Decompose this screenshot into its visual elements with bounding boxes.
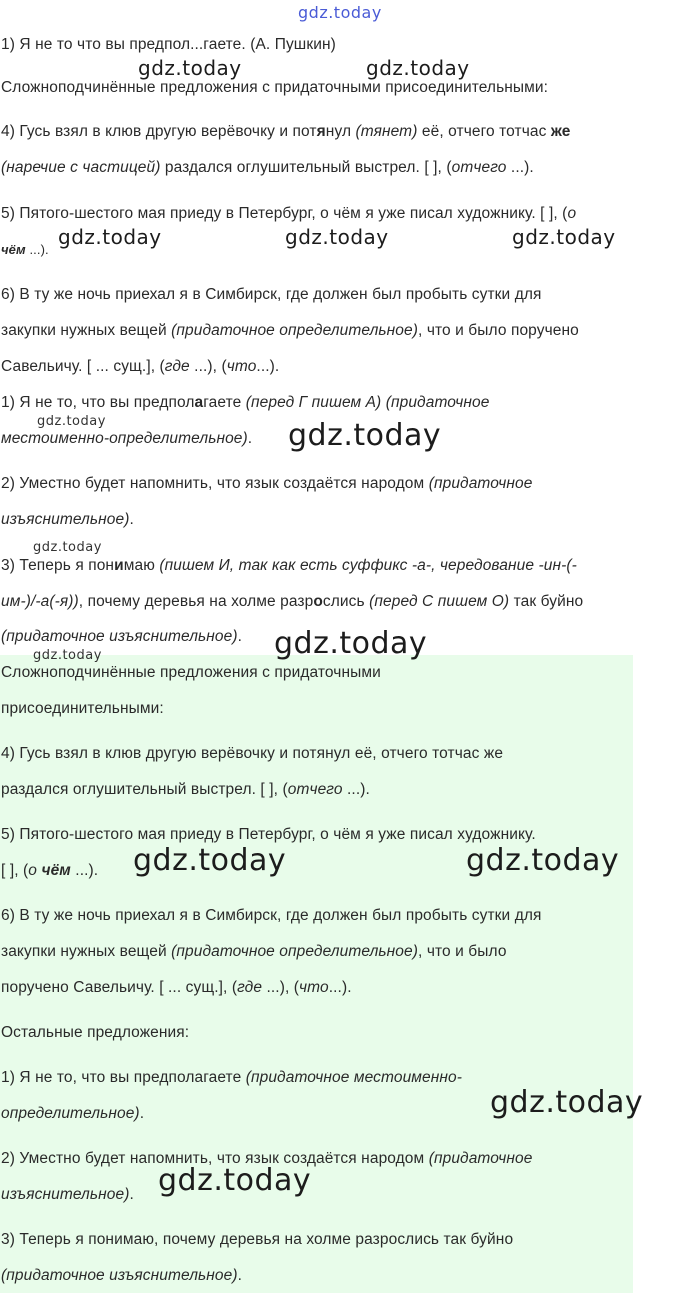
text-line: закупки нужных вещей (придаточное определительное), что и было поручено: [1, 322, 579, 339]
text-line: изъяснительное).: [1, 1186, 134, 1203]
text-line: 5) Пятого-шестого мая приеду в Петербург, о чём я уже писал художнику. [ ], (о: [1, 205, 577, 222]
watermark: gdz.today: [33, 540, 102, 555]
answer-heading: Сложноподчинённые предложения с придаточными: [1, 664, 381, 681]
text-line: определительное).: [1, 1105, 145, 1122]
watermark: gdz.today: [58, 225, 162, 249]
text-line: (придаточное изъяснительное).: [1, 628, 243, 645]
text-line: им-)/-а(-я)), почему деревья на холме разрослись (перед С пишем О) так буйно: [1, 593, 584, 610]
text-line: местоименно-определительное).: [1, 430, 253, 447]
watermark: gdz.today: [512, 225, 616, 249]
text-line: (придаточное изъяснительное).: [1, 1267, 243, 1284]
text-line: 4) Гусь взял в клюв другую верёвочку и потянул её, отчего тотчас же: [1, 745, 504, 762]
text-line: [ ], (о чём ...).: [1, 862, 99, 879]
header-watermark: gdz.today: [298, 3, 382, 22]
watermark: gdz.today: [466, 843, 620, 878]
rest-heading: Остальные предложения:: [1, 1024, 190, 1041]
watermark: gdz.today: [490, 1085, 644, 1120]
text-line: 2) Уместно будет напомнить, что язык создаётся народом (придаточное: [1, 1150, 533, 1167]
text-line: 6) В ту же ночь приехал я в Симбирск, где должен был пробыть сутки для: [1, 286, 542, 303]
text-line: закупки нужных вещей (придаточное определительное), что и было: [1, 943, 507, 960]
text-line: 5) Пятого-шестого мая приеду в Петербург, о чём я уже писал художнику.: [1, 826, 536, 843]
answer-heading: присоединительными:: [1, 700, 164, 717]
watermark: gdz.today: [158, 1163, 312, 1198]
watermark: gdz.today: [37, 414, 106, 429]
text-line: 6) В ту же ночь приехал я в Симбирск, где должен был пробыть сутки для: [1, 907, 542, 924]
text-line: 2) Уместно будет напомнить, что язык создаётся народом (придаточное: [1, 475, 533, 492]
text-line: чём ...).: [1, 242, 49, 257]
text-line: 1) Я не то, что вы предполагаете (перед Г пишем А) (придаточное: [1, 394, 490, 411]
text-line: 3) Теперь я понимаю, почему деревья на холме разрослись так буйно: [1, 1231, 514, 1248]
watermark: gdz.today: [138, 56, 242, 80]
text-line: Савельичу. [ ... сущ.], (где ...), (что...).: [1, 358, 280, 375]
watermark: gdz.today: [33, 648, 102, 663]
watermark: gdz.today: [274, 626, 428, 661]
text-line: 1) Я не то, что вы предполагаете (придаточное местоименно-: [1, 1069, 462, 1086]
watermark: gdz.today: [133, 843, 287, 878]
text-line: 3) Теперь я понимаю (пишем И, так как есть суффикс -а-, чередование -ин-(-: [1, 557, 577, 574]
text-line: 1) Я не то что вы предпол...гаете. (А. Пушкин): [1, 36, 336, 53]
text-line: поручено Савельичу. [ ... сущ.], (где ...), (что...).: [1, 979, 352, 996]
text-line: раздался оглушительный выстрел. [ ], (отчего ...).: [1, 781, 370, 798]
watermark: gdz.today: [285, 225, 389, 249]
text-line: 4) Гусь взял в клюв другую верёвочку и потянул (тянет) её, отчего тотчас же: [1, 123, 571, 140]
watermark: gdz.today: [366, 56, 470, 80]
watermark: gdz.today: [288, 418, 442, 453]
text-line: (наречие с частицей) раздался оглушительный выстрел. [ ], (отчего ...).: [1, 159, 534, 176]
text-line: изъяснительное).: [1, 511, 134, 528]
section-heading: Сложноподчинённые предложения с придаточными присоединительными:: [1, 79, 549, 96]
